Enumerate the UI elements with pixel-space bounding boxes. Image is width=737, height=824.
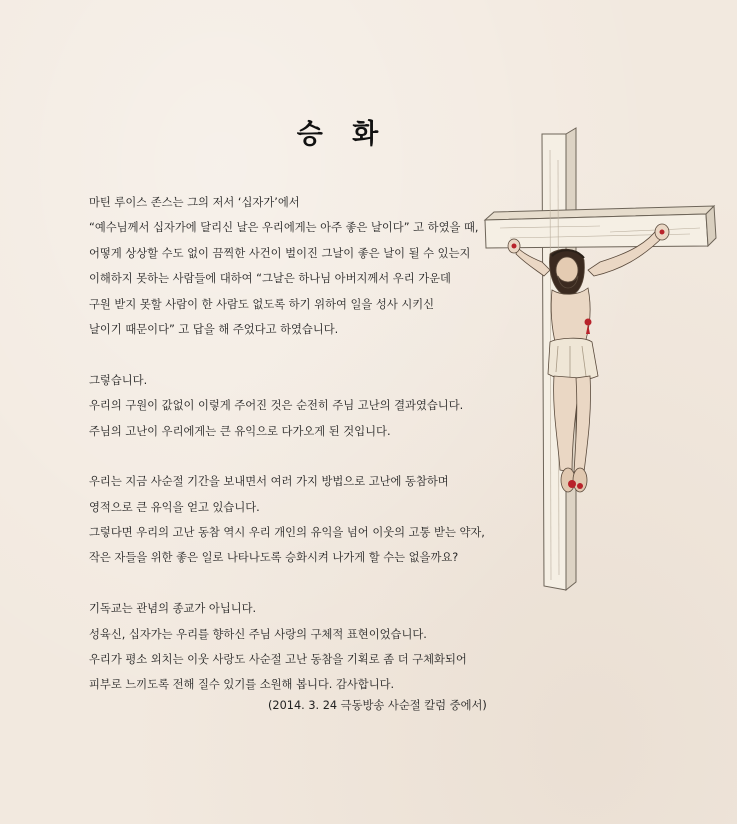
- text-line: 우리의 구원이 값없이 이렇게 주어진 것은 순전히 주님 고난의 결과였습니다.: [89, 399, 464, 413]
- paragraph: [89, 190, 559, 342]
- document-title: 승 화: [296, 119, 389, 150]
- text-line: “예수님께서 십자가에 달리신 날은 우리에게는 아주 좋은 날이다” 고 하였을 때,: [89, 221, 479, 235]
- text-line: 주님의 고난이 우리에게는 큰 유익으로 다가오게 된 것입니다.: [89, 424, 391, 438]
- text-line: 우리가 평소 외치는 이웃 사랑도 사순절 고난 동참을 기획로 좀 더 구체화되어: [89, 653, 467, 667]
- text-line: 이해하지 못하는 사람들에 대하여 “그날은 하나님 아버지께서 우리 가운데: [89, 272, 451, 286]
- source-citation: (2014. 3. 24 극동방송 사순절 칼럼 중에서): [268, 699, 487, 712]
- text-line: 피부로 느끼도록 전해 질수 있기를 소원해 봅니다. 감사합니다.: [89, 678, 395, 692]
- paragraph: [89, 596, 559, 698]
- paragraph: [89, 469, 559, 571]
- column-body: [89, 190, 559, 698]
- text-line: 그렇다면 우리의 고난 동참 역시 우리 개인의 유익을 넘어 이웃의 고통 받는 약자,: [89, 526, 485, 540]
- paragraph: [89, 368, 559, 444]
- text-line: 영적으로 큰 유익을 얻고 있습니다.: [89, 500, 260, 514]
- text-line: 작은 자들을 위한 좋은 일로 나타나도록 승화시켜 나가게 할 수는 없을까요?: [89, 551, 459, 565]
- text-line: 기독교는 관념의 종교가 아닙니다.: [89, 602, 257, 616]
- text-line: 우리는 지금 사순절 기간을 보내면서 여러 가지 방법으로 고난에 동참하며: [89, 475, 449, 489]
- text-line: 성육신, 십자가는 우리를 향하신 주님 사랑의 구체적 표현이었습니다.: [89, 627, 427, 641]
- text-line: 그렇습니다.: [89, 373, 148, 387]
- text-line: 구원 받지 못할 사람이 한 사람도 없도록 하기 위하여 일을 성사 시키신: [89, 297, 435, 311]
- paragraph-gap: [89, 444, 559, 469]
- text-line: 어떻게 상상할 수도 없이 끔찍한 사건이 벌이진 그날이 좋은 날이 될 수 있는지: [89, 246, 471, 260]
- paragraph-gap: [89, 571, 559, 596]
- paragraph-gap: [89, 342, 559, 367]
- text-line: 날이기 때문이다” 고 답을 해 주었다고 하였습니다.: [89, 322, 339, 336]
- text-line: 마틴 루이스 존스는 그의 저서 ‘십자가’에서: [89, 196, 300, 209]
